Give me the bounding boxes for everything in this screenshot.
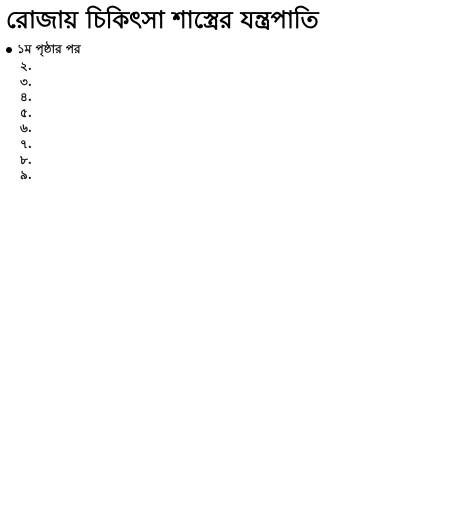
item-number: ৭. [20,136,32,151]
article-headline: রোজায় চিকিৎসা শাস্ত্রের যন্ত্রপাতি [6,6,319,34]
item-8 [6,153,470,169]
item-number: ৬. [20,121,32,136]
item-number: ৫. [20,105,32,120]
article-body [6,59,470,184]
item-number: ৮. [20,152,32,167]
item-number: ২. [20,59,32,73]
item-number: ৩. [20,74,32,89]
item-2 [6,59,470,75]
bullet-icon [6,47,12,53]
item-6 [6,121,470,137]
item-number: ৯. [20,168,32,183]
continuation-marker [6,41,470,58]
item-7 [6,137,470,153]
continuation-text: ১ম পৃষ্ঠার পর [17,42,81,56]
item-9 [6,168,470,184]
item-4 [6,90,470,106]
item-number: ৪. [20,90,32,105]
item-5 [6,106,470,122]
item-3 [6,75,470,91]
